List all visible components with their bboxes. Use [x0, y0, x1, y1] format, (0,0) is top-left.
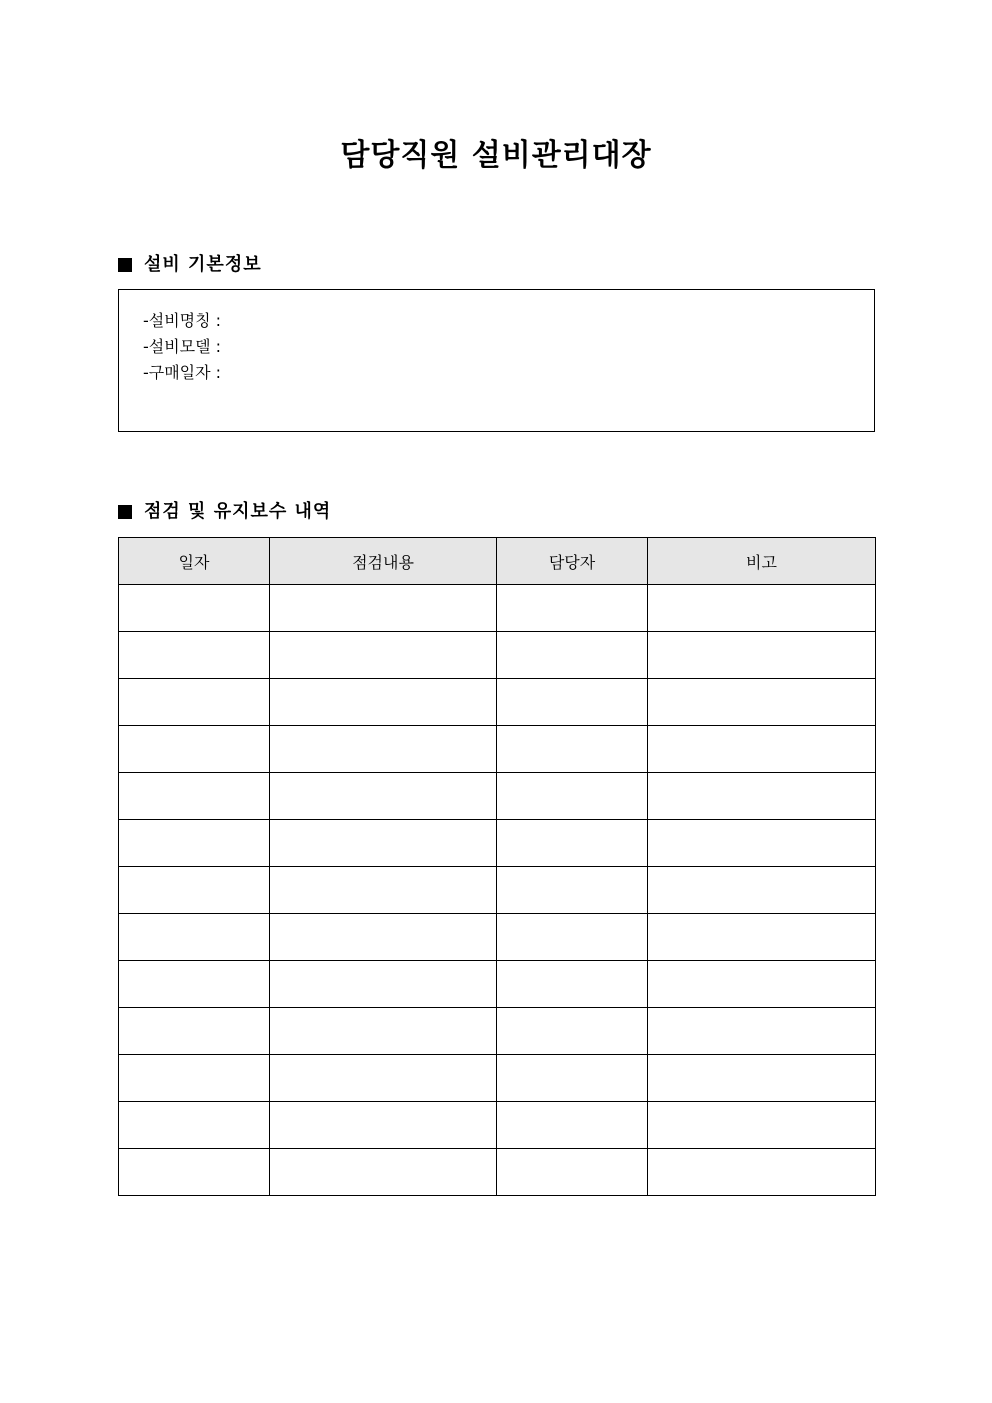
column-header-person-in-charge: 담당자	[497, 538, 648, 585]
cell-date[interactable]	[119, 585, 270, 632]
info-line-purchase-date: -구매일자 :	[143, 363, 222, 382]
cell-person-in-charge[interactable]	[497, 679, 648, 726]
cell-person-in-charge[interactable]	[497, 961, 648, 1008]
cell-remarks[interactable]	[648, 867, 876, 914]
cell-inspection-details[interactable]	[270, 773, 497, 820]
maintenance-table-body	[119, 585, 876, 1196]
cell-remarks[interactable]	[648, 773, 876, 820]
cell-person-in-charge[interactable]	[497, 1055, 648, 1102]
cell-inspection-details[interactable]	[270, 679, 497, 726]
cell-date[interactable]	[119, 632, 270, 679]
cell-person-in-charge[interactable]	[497, 1149, 648, 1196]
cell-remarks[interactable]	[648, 726, 876, 773]
table-row	[119, 867, 876, 914]
cell-remarks[interactable]	[648, 820, 876, 867]
cell-remarks[interactable]	[648, 1055, 876, 1102]
cell-inspection-details[interactable]	[270, 1102, 497, 1149]
column-header-remarks: 비고	[648, 538, 876, 585]
cell-date[interactable]	[119, 820, 270, 867]
cell-person-in-charge[interactable]	[497, 867, 648, 914]
cell-remarks[interactable]	[648, 1102, 876, 1149]
cell-date[interactable]	[119, 1149, 270, 1196]
cell-inspection-details[interactable]	[270, 961, 497, 1008]
table-row	[119, 820, 876, 867]
cell-inspection-details[interactable]	[270, 726, 497, 773]
cell-remarks[interactable]	[648, 585, 876, 632]
table-row	[119, 726, 876, 773]
cell-inspection-details[interactable]	[270, 820, 497, 867]
cell-inspection-details[interactable]	[270, 585, 497, 632]
document-title: 담당직원 설비관리대장	[340, 138, 652, 173]
table-row	[119, 679, 876, 726]
cell-inspection-details[interactable]	[270, 632, 497, 679]
cell-person-in-charge[interactable]	[497, 773, 648, 820]
cell-inspection-details[interactable]	[270, 1008, 497, 1055]
square-bullet-icon	[118, 258, 132, 272]
table-row	[119, 1055, 876, 1102]
column-header-inspection-details: 점검내용	[270, 538, 497, 585]
cell-inspection-details[interactable]	[270, 867, 497, 914]
table-row	[119, 1149, 876, 1196]
table-row	[119, 773, 876, 820]
cell-date[interactable]	[119, 1102, 270, 1149]
cell-date[interactable]	[119, 773, 270, 820]
square-bullet-icon	[118, 505, 132, 519]
table-row	[119, 961, 876, 1008]
section-heading-basic-info	[118, 253, 262, 277]
cell-person-in-charge[interactable]	[497, 632, 648, 679]
cell-remarks[interactable]	[648, 961, 876, 1008]
cell-date[interactable]	[119, 961, 270, 1008]
table-row	[119, 632, 876, 679]
section-heading-label: 점검 및 유지보수 내역	[144, 501, 332, 522]
cell-remarks[interactable]	[648, 632, 876, 679]
cell-person-in-charge[interactable]	[497, 820, 648, 867]
section-heading-maintenance	[118, 500, 331, 524]
table-header-row	[119, 538, 876, 585]
cell-date[interactable]	[119, 1008, 270, 1055]
cell-date[interactable]	[119, 679, 270, 726]
cell-person-in-charge[interactable]	[497, 726, 648, 773]
cell-date[interactable]	[119, 1055, 270, 1102]
cell-inspection-details[interactable]	[270, 914, 497, 961]
cell-person-in-charge[interactable]	[497, 585, 648, 632]
table-row	[119, 585, 876, 632]
table-row	[119, 1008, 876, 1055]
cell-person-in-charge[interactable]	[497, 914, 648, 961]
info-line-equipment-name: -설비명칭 :	[143, 311, 222, 330]
column-header-date: 일자	[119, 538, 270, 585]
section-heading-label: 설비 기본정보	[144, 254, 262, 275]
cell-person-in-charge[interactable]	[497, 1008, 648, 1055]
info-line-equipment-model: -설비모델 :	[143, 337, 222, 356]
cell-date[interactable]	[119, 914, 270, 961]
cell-inspection-details[interactable]	[270, 1055, 497, 1102]
table-row	[119, 914, 876, 961]
cell-person-in-charge[interactable]	[497, 1102, 648, 1149]
cell-remarks[interactable]	[648, 679, 876, 726]
basic-info-box	[118, 289, 875, 432]
cell-remarks[interactable]	[648, 1008, 876, 1055]
cell-inspection-details[interactable]	[270, 1149, 497, 1196]
cell-remarks[interactable]	[648, 1149, 876, 1196]
table-row	[119, 1102, 876, 1149]
cell-remarks[interactable]	[648, 914, 876, 961]
maintenance-table	[118, 537, 876, 1196]
cell-date[interactable]	[119, 867, 270, 914]
cell-date[interactable]	[119, 726, 270, 773]
